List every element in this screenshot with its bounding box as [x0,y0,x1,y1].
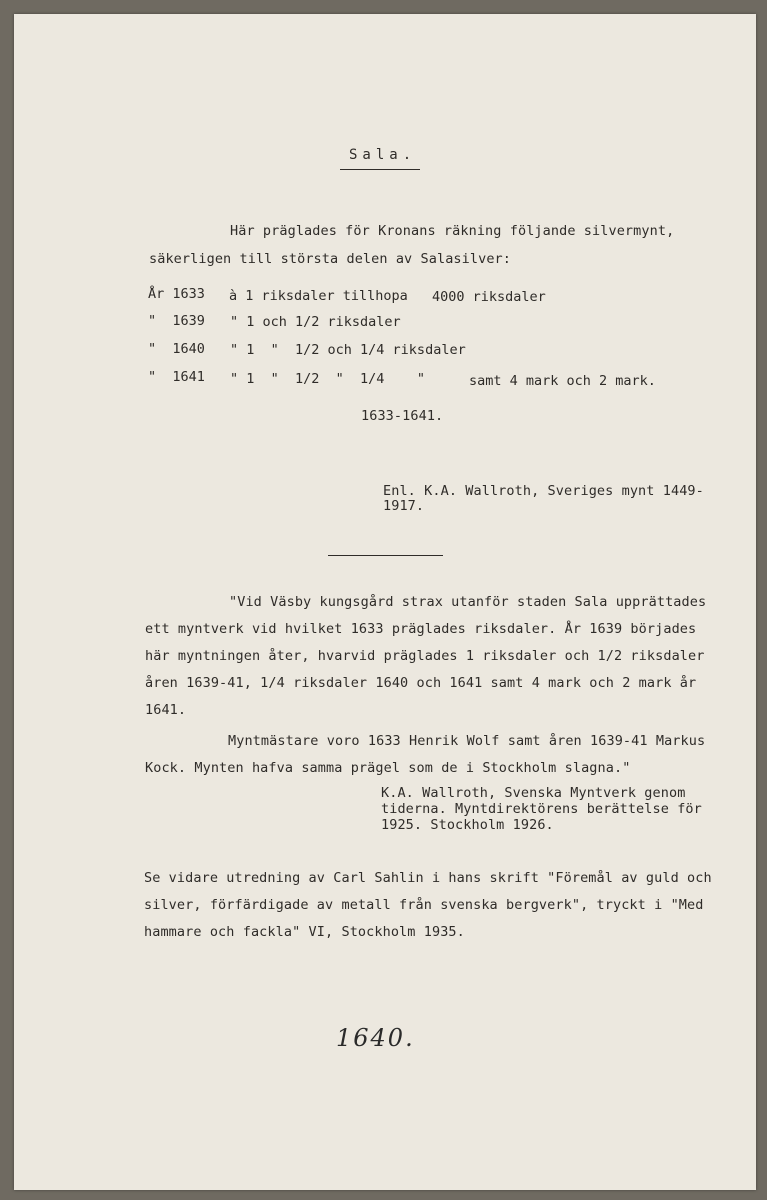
source-line: tiderna. Myntdirektörens berättelse för [381,801,702,817]
quote-line: 1641. [145,702,187,718]
coin-year: År 1633 [148,286,205,302]
title-underline [340,169,420,170]
coin-text: " 1 och 1/2 riksdaler [230,314,401,330]
page-title: Sala. [349,147,417,163]
coin-year: " 1639 [148,313,205,329]
source-line: K.A. Wallroth, Svenska Myntverk genom [381,785,686,801]
coin-extra: 4000 riksdaler [432,289,546,305]
source-line-2: 1917. [383,498,425,514]
coin-year: " 1640 [148,341,205,357]
year-range: 1633-1641. [361,408,444,424]
coin-text: " 1 " 1/2 och 1/4 riksdaler [230,342,466,358]
document-page [14,14,756,1190]
coin-text: " 1 " 1/2 " 1/4 " [230,371,426,387]
handwritten-note: 1640. [336,1024,415,1052]
quote-line: Myntmästare voro 1633 Henrik Wolf samt åren 1639-41 Markus [228,733,706,749]
quote-line: Kock. Mynten hafva samma prägel som de i Stockholm slagna." [145,760,631,776]
quote-line: åren 1639-41, 1/4 riksdaler 1640 och 1641 samt 4 mark och 2 mark år [145,675,697,691]
closing-line: silver, förfärdigade av metall från svenska bergverk", tryckt i "Med [144,897,704,913]
intro-line-2: säkerligen till största delen av Salasilver: [149,251,512,267]
quote-line: "Vid Väsby kungsgård strax utanför staden Sala upprättades [229,594,707,610]
closing-line: hammare och fackla" VI, Stockholm 1935. [144,924,465,940]
source-line-1: Enl. K.A. Wallroth, Sveriges mynt 1449- [383,483,704,499]
quote-line: här myntningen åter, hvarvid präglades 1 riksdaler och 1/2 riksdaler [145,648,705,664]
coin-year: " 1641 [148,369,205,385]
section-divider [328,555,443,556]
coin-extra: samt 4 mark och 2 mark. [469,373,656,389]
closing-line: Se vidare utredning av Carl Sahlin i hans skrift "Föremål av guld och [144,870,712,886]
intro-line-1: Här präglades för Kronans räkning följande silvermynt, [230,223,675,239]
coin-text: à 1 riksdaler tillhopa [229,288,408,304]
quote-line: ett myntverk vid hvilket 1633 präglades riksdaler. År 1639 börjades [145,621,697,637]
source-line: 1925. Stockholm 1926. [381,817,554,833]
